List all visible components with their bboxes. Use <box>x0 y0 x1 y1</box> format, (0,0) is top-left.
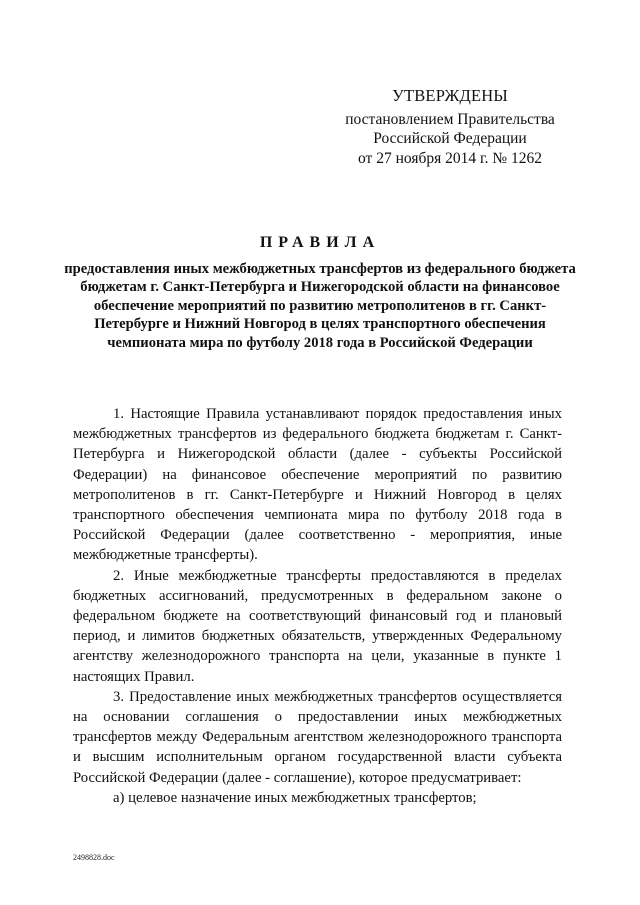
approval-date-line: от 27 ноября 2014 г. № 1262 <box>358 149 542 167</box>
approval-line: постановлением Правительства <box>345 110 555 128</box>
document-subtitle: предоставления иных межбюджетных трансфертов из федерального бюджета бюджетам г. Санкт-Петербурга и Нижегородской области на финансовое обеспечение мероприятий по развитию метрополитенов в гг. Санкт-Петербурге и Нижний Новгород в целях транспортного обеспечения чемпионата мира по футболу 2018 года в Российской Федерации <box>64 261 576 351</box>
document-title: ПРАВИЛА <box>259 234 381 251</box>
approval-line: Российской Федерации <box>373 130 527 147</box>
document-body <box>73 404 562 808</box>
paragraph-3: 3. Предоставление иных межбюджетных трансфертов осуществляется на основании соглашения о предоставлении иных межбюджетных трансфертов между Федеральным агентством железнодорожного транспорта и высшим исполнительным органом государственной власти субъекта Российской Федерации (далее - соглашение), которое предусматривает: <box>73 688 562 786</box>
paragraph-1: 1. Настоящие Правила устанавливают порядок предоставления иных межбюджетных трансфертов из федерального бюджета бюджетам г. Санкт-Петербурга и Нижегородской области (далее - субъекты Российской Федерации) на финансовое обеспечение мероприятий по развитию метрополитенов в гг. Санкт-Петербурге и Нижний Новгород в целях транспортного обеспечения чемпионата мира по футболу 2018 года в Российской Федерации (далее соответственно - мероприятия, иные межбюджетные трансферты). <box>73 406 562 564</box>
paragraph-3a: а) целевое назначение иных межбюджетных трансфертов; <box>113 789 477 806</box>
approval-block <box>330 86 570 168</box>
paragraph-2: 2. Иные межбюджетные трансферты предоставляются в пределах бюджетных ассигнований, предусмотренных в федеральном законе о федеральном бюджете на соответствующий финансовый год и плановый период, и лимитов бюджетных обязательств, утвержденных Федеральному агентству железнодорожного транспорта на цели, указанные в пункте 1 настоящих Правил. <box>73 567 562 685</box>
file-name-footer: 2498828.doc <box>73 853 115 862</box>
approval-heading: УТВЕРЖДЕНЫ <box>392 86 508 105</box>
